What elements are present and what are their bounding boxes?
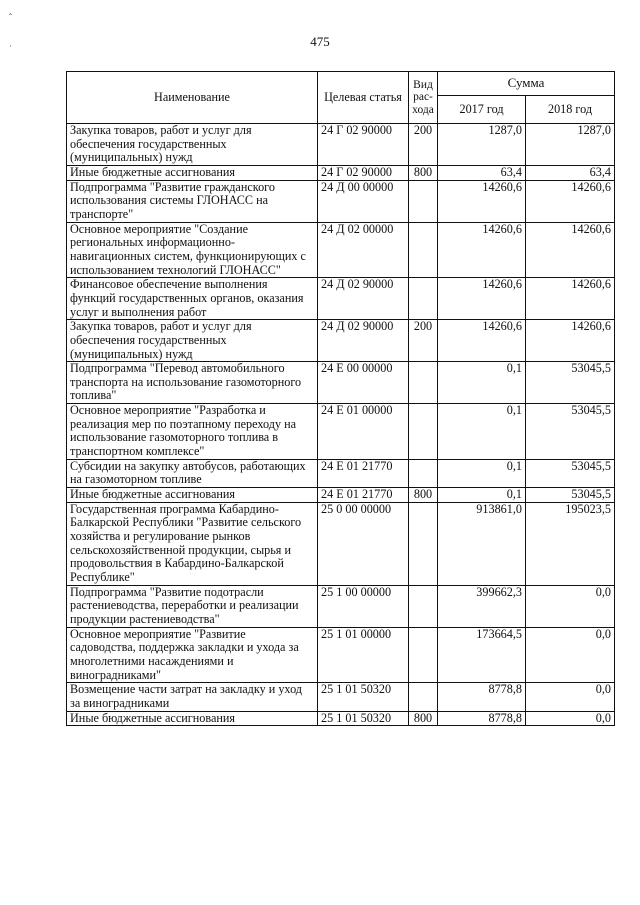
header-name: Наименование — [67, 72, 318, 124]
row-amount-2017: 0,1 — [438, 362, 526, 404]
row-expense-type — [409, 404, 438, 460]
row-amount-2017: 14260,6 — [438, 222, 526, 278]
header-target-article: Целевая статья — [318, 72, 409, 124]
row-target-article: 24 Е 01 00000 — [318, 404, 409, 460]
row-target-article: 24 Д 02 90000 — [318, 320, 409, 362]
table-row — [67, 180, 615, 222]
row-amount-2018: 0,0 — [526, 585, 615, 627]
row-expense-type: 200 — [409, 124, 438, 166]
row-target-article: 25 1 01 50320 — [318, 683, 409, 711]
row-amount-2017: 14260,6 — [438, 320, 526, 362]
row-amount-2018: 0,0 — [526, 711, 615, 726]
table-row — [67, 683, 615, 711]
row-amount-2018: 53045,5 — [526, 459, 615, 487]
row-expense-type — [409, 362, 438, 404]
header-year-2017: 2017 год — [438, 96, 526, 124]
row-expense-type: 800 — [409, 165, 438, 180]
row-name: Финансовое обеспечение выполнения функций государственных органов, оказания услуг и выполнения работ — [67, 278, 318, 320]
table-row — [67, 502, 615, 585]
table-row — [67, 488, 615, 503]
row-name: Иные бюджетные ассигнования — [67, 488, 318, 503]
row-amount-2018: 14260,6 — [526, 222, 615, 278]
row-expense-type: 800 — [409, 488, 438, 503]
row-amount-2017: 0,1 — [438, 488, 526, 503]
row-amount-2018: 0,0 — [526, 683, 615, 711]
row-amount-2017: 399662,3 — [438, 585, 526, 627]
table-row — [67, 320, 615, 362]
table-row — [67, 222, 615, 278]
row-expense-type: 800 — [409, 711, 438, 726]
row-target-article: 24 Г 02 90000 — [318, 124, 409, 166]
row-expense-type: 200 — [409, 320, 438, 362]
row-amount-2018: 14260,6 — [526, 320, 615, 362]
table-row — [67, 627, 615, 683]
row-expense-type — [409, 180, 438, 222]
row-expense-type — [409, 585, 438, 627]
table-row — [67, 404, 615, 460]
page-number: 475 — [310, 34, 330, 49]
table-row — [67, 585, 615, 627]
row-name: Основное мероприятие "Развитие садоводства, поддержка закладки и ухода за многолетними насаждениями и виноградниками" — [67, 627, 318, 683]
row-target-article: 24 Е 00 00000 — [318, 362, 409, 404]
row-amount-2018: 195023,5 — [526, 502, 615, 585]
row-amount-2018: 1287,0 — [526, 124, 615, 166]
row-name: Основное мероприятие "Создание региональных информационно-навигационных систем, функционирующих с использованием технологий ГЛОНАСС" — [67, 222, 318, 278]
row-name: Иные бюджетные ассигнования — [67, 165, 318, 180]
row-amount-2017: 8778,8 — [438, 711, 526, 726]
header-expense-type: Вид рас-хода — [409, 72, 438, 124]
row-amount-2018: 14260,6 — [526, 278, 615, 320]
header-sum: Сумма — [438, 72, 615, 96]
row-target-article: 24 Г 02 90000 — [318, 165, 409, 180]
row-amount-2018: 0,0 — [526, 627, 615, 683]
row-name: Субсидии на закупку автобусов, работающих на газомоторном топливе — [67, 459, 318, 487]
row-amount-2017: 173664,5 — [438, 627, 526, 683]
row-amount-2018: 14260,6 — [526, 180, 615, 222]
row-amount-2017: 1287,0 — [438, 124, 526, 166]
table-body — [67, 124, 615, 726]
row-target-article: 25 1 00 00000 — [318, 585, 409, 627]
table-row — [67, 278, 615, 320]
row-name: Возмещение части затрат на закладку и уход за виноградниками — [67, 683, 318, 711]
row-amount-2017: 14260,6 — [438, 180, 526, 222]
row-name: Подпрограмма "Перевод автомобильного транспорта на использование газомоторного топлива" — [67, 362, 318, 404]
row-amount-2017: 0,1 — [438, 459, 526, 487]
row-name: Иные бюджетные ассигнования — [67, 711, 318, 726]
row-amount-2017: 913861,0 — [438, 502, 526, 585]
row-expense-type — [409, 683, 438, 711]
row-target-article: 24 Е 01 21770 — [318, 459, 409, 487]
row-expense-type — [409, 627, 438, 683]
row-target-article: 24 Е 01 21770 — [318, 488, 409, 503]
row-name: Подпрограмма "Развитие гражданского использования системы ГЛОНАСС на транспорте" — [67, 180, 318, 222]
table-header — [67, 72, 615, 124]
row-target-article: 24 Д 02 90000 — [318, 278, 409, 320]
row-expense-type — [409, 459, 438, 487]
row-amount-2018: 53045,5 — [526, 404, 615, 460]
row-name: Закупка товаров, работ и услуг для обеспечения государственных (муниципальных) нужд — [67, 320, 318, 362]
scan-mark: ˙ — [9, 44, 12, 54]
row-amount-2017: 63,4 — [438, 165, 526, 180]
row-target-article: 25 1 01 50320 — [318, 711, 409, 726]
row-expense-type — [409, 278, 438, 320]
budget-table — [66, 71, 615, 726]
row-target-article: 24 Д 02 00000 — [318, 222, 409, 278]
table-row — [67, 362, 615, 404]
row-name: Государственная программа Кабардино-Балкарской Республики "Развитие сельского хозяйства и регулирование рынков сельскохозяйственной продукции, сырья и продовольствия в Кабардино-Балкарской Республике" — [67, 502, 318, 585]
scan-mark: ˆ — [9, 12, 12, 22]
row-name: Основное мероприятие "Разработка и реализация мер по поэтапному переходу на использование газомоторного топлива в транспортном комплексе" — [67, 404, 318, 460]
table-row — [67, 124, 615, 166]
row-amount-2017: 14260,6 — [438, 278, 526, 320]
row-amount-2018: 63,4 — [526, 165, 615, 180]
header-year-2018: 2018 год — [526, 96, 615, 124]
row-name: Подпрограмма "Развитие подотрасли растениеводства, переработки и реализации продукции растениеводства" — [67, 585, 318, 627]
row-amount-2018: 53045,5 — [526, 488, 615, 503]
row-target-article: 24 Д 00 00000 — [318, 180, 409, 222]
row-amount-2017: 0,1 — [438, 404, 526, 460]
row-target-article: 25 0 00 00000 — [318, 502, 409, 585]
row-target-article: 25 1 01 00000 — [318, 627, 409, 683]
row-name: Закупка товаров, работ и услуг для обеспечения государственных (муниципальных) нужд — [67, 124, 318, 166]
row-expense-type — [409, 502, 438, 585]
table-row — [67, 459, 615, 487]
table-row — [67, 165, 615, 180]
table-row — [67, 711, 615, 726]
row-expense-type — [409, 222, 438, 278]
row-amount-2018: 53045,5 — [526, 362, 615, 404]
row-amount-2017: 8778,8 — [438, 683, 526, 711]
